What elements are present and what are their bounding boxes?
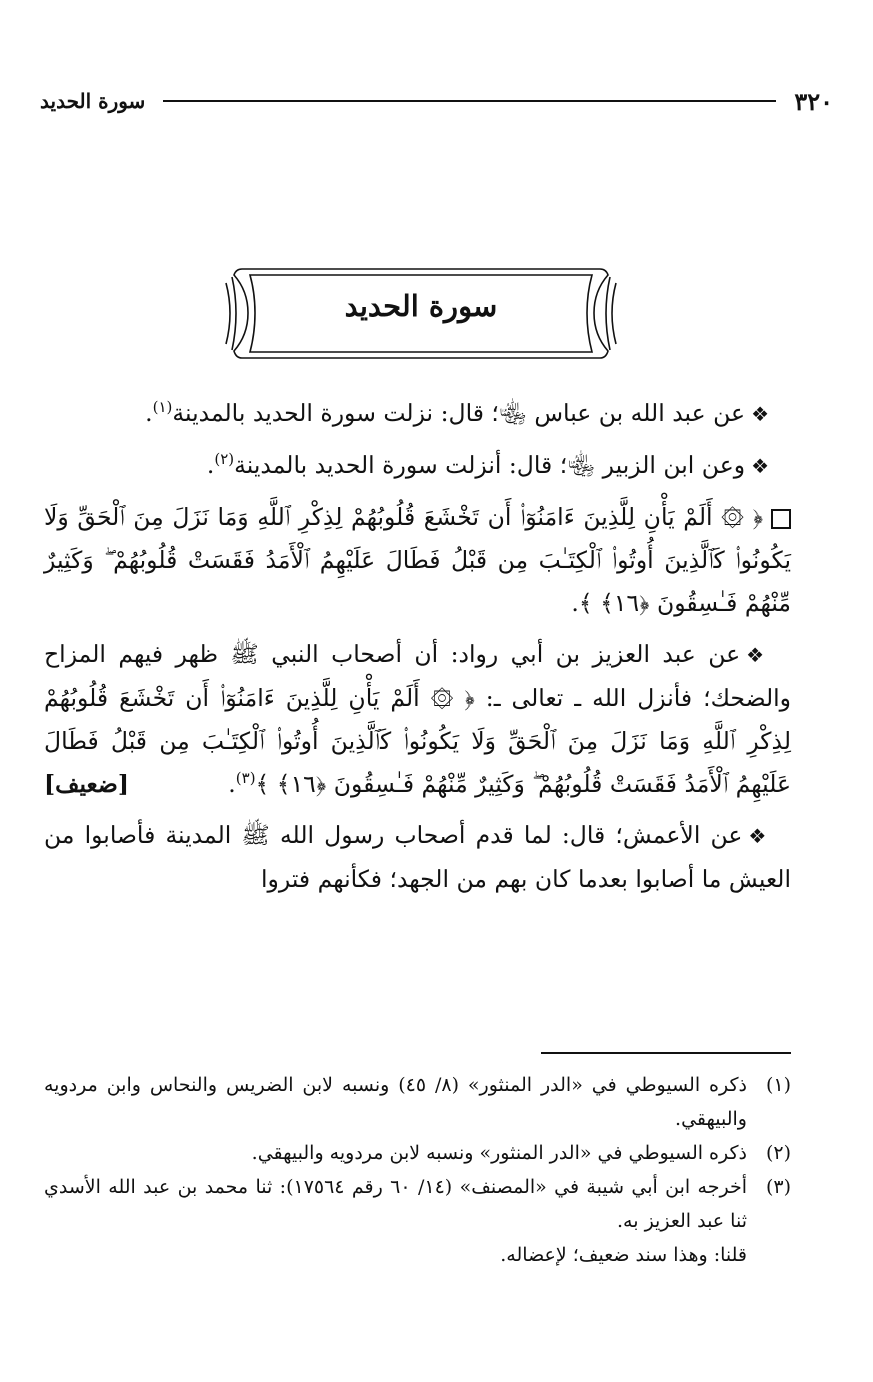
page-number: ٣٢٠ xyxy=(794,86,833,116)
footnote-body xyxy=(44,1170,747,1272)
paragraph-text: وعن ابن الزبير ﵄؛ قال: أنزلت سورة الحديد بالمدينة xyxy=(234,451,746,479)
footnote-text: ذكره السيوطي في «الدر المنثور» (٨/ ٤٥) ونسبه لابن الضريس والنحاس وابن مردويه والبيهقي. xyxy=(44,1074,747,1130)
footnote-2 xyxy=(44,1136,791,1170)
header-rule xyxy=(163,100,776,102)
diamond-bullet-icon: ❖ xyxy=(751,402,769,426)
period: . xyxy=(145,399,153,427)
footnote-number: (٣) xyxy=(765,1176,791,1198)
surah-title-frame xyxy=(222,265,620,362)
period: . xyxy=(228,770,236,798)
footnote-ref[interactable]: (١) xyxy=(152,398,173,417)
running-title: سورة الحديد xyxy=(40,89,146,113)
footnote-number: (١) xyxy=(765,1074,791,1096)
footnote-separator xyxy=(541,1052,791,1054)
diamond-bullet-icon: ❖ xyxy=(746,643,769,667)
paragraph-text: عن الأعمش؛ قال: لما قدم أصحاب رسول الله ﷺ المدينة فأصابوا من العيش ما أصابوا بعدما كان بهم من الجهد؛ فكأنهم فتروا xyxy=(44,821,791,893)
diamond-bullet-icon: ❖ xyxy=(748,824,769,848)
footnote-number: (٢) xyxy=(765,1142,791,1164)
footnote-1 xyxy=(44,1068,791,1136)
footnote-text: أخرجه ابن أبي شيبة في «المصنف» (١٤/ ٦٠ رقم ١٧٥٦٤): ثنا محمد بن عبد الله الأسدي ثنا عبد العزيز به. xyxy=(44,1176,747,1232)
footnote-3 xyxy=(44,1170,791,1272)
surah-title: سورة الحديد xyxy=(344,289,498,323)
period: . xyxy=(206,451,215,479)
paragraph-text: عن عبد الله بن عباس ﵄؛ قال: نزلت سورة الحديد بالمدينة xyxy=(172,399,746,427)
quran-verse-block xyxy=(44,496,791,625)
paragraph-ibn-zubayr xyxy=(44,444,791,488)
main-text xyxy=(44,392,791,909)
paragraph-abd-al-aziz xyxy=(44,633,791,806)
footnotes xyxy=(44,1068,791,1272)
hadith-grade: [ضعيف] xyxy=(44,770,129,798)
quran-verse: ﴿ ۞ أَلَمْ يَأْنِ لِلَّذِينَ ءَامَنُوٓا۟ أَن تَخْشَعَ قُلُوبُهُمْ لِذِكْرِ ٱللَّهِ وَمَا نَزَلَ مِنَ ٱلْحَقِّ وَلَا يَكُونُوا۟ كَٱلَّذِينَ أُوتُوا۟ ٱلْكِتَـٰبَ مِن قَبْلُ فَطَالَ عَلَيْهِمُ ٱلْأَمَدُ فَقَسَتْ قُلُوبُهُمْ ۖ وَكَثِيرٌ مِّنْهُمْ فَـٰسِقُونَ ﴿١٦﴾ ﴾ xyxy=(44,684,791,798)
page-header xyxy=(40,86,833,116)
footnote-ref[interactable]: (٣) xyxy=(235,769,256,788)
footnote-comment: قلنا: وهذا سند ضعيف؛ لإعضاله. xyxy=(500,1244,747,1266)
footnote-text: ذكره السيوطي في «الدر المنثور» ونسبه لابن مردويه والبيهقي. xyxy=(251,1142,747,1164)
footnote-ref[interactable]: (٢) xyxy=(214,450,235,469)
quran-verse: ﴿ ۞ أَلَمْ يَأْنِ لِلَّذِينَ ءَامَنُوٓا۟ أَن تَخْشَعَ قُلُوبُهُمْ لِذِكْرِ ٱللَّهِ وَمَا نَزَلَ مِنَ ٱلْحَقِّ وَلَا يَكُونُوا۟ كَٱلَّذِينَ أُوتُوا۟ ٱلْكِتَـٰبَ مِن قَبْلُ فَطَالَ عَلَيْهِمُ ٱلْأَمَدُ فَقَسَتْ قُلُوبُهُمْ ۖ وَكَثِيرٌ مِّنْهُمْ فَـٰسِقُونَ ﴿١٦﴾ ﴾ xyxy=(44,503,791,617)
paragraph-amash xyxy=(44,814,791,901)
paragraph-text: عن عبد العزيز بن أبي رواد: أن أصحاب النبي ﷺ ظهر فيهم المزاح والضحك؛ فأنزل الله ـ تعالى ـ: xyxy=(44,640,791,712)
diamond-bullet-icon: ❖ xyxy=(751,454,769,478)
square-marker-icon xyxy=(771,509,791,529)
paragraph-ibn-abbas xyxy=(44,392,791,436)
period: . xyxy=(571,589,579,617)
